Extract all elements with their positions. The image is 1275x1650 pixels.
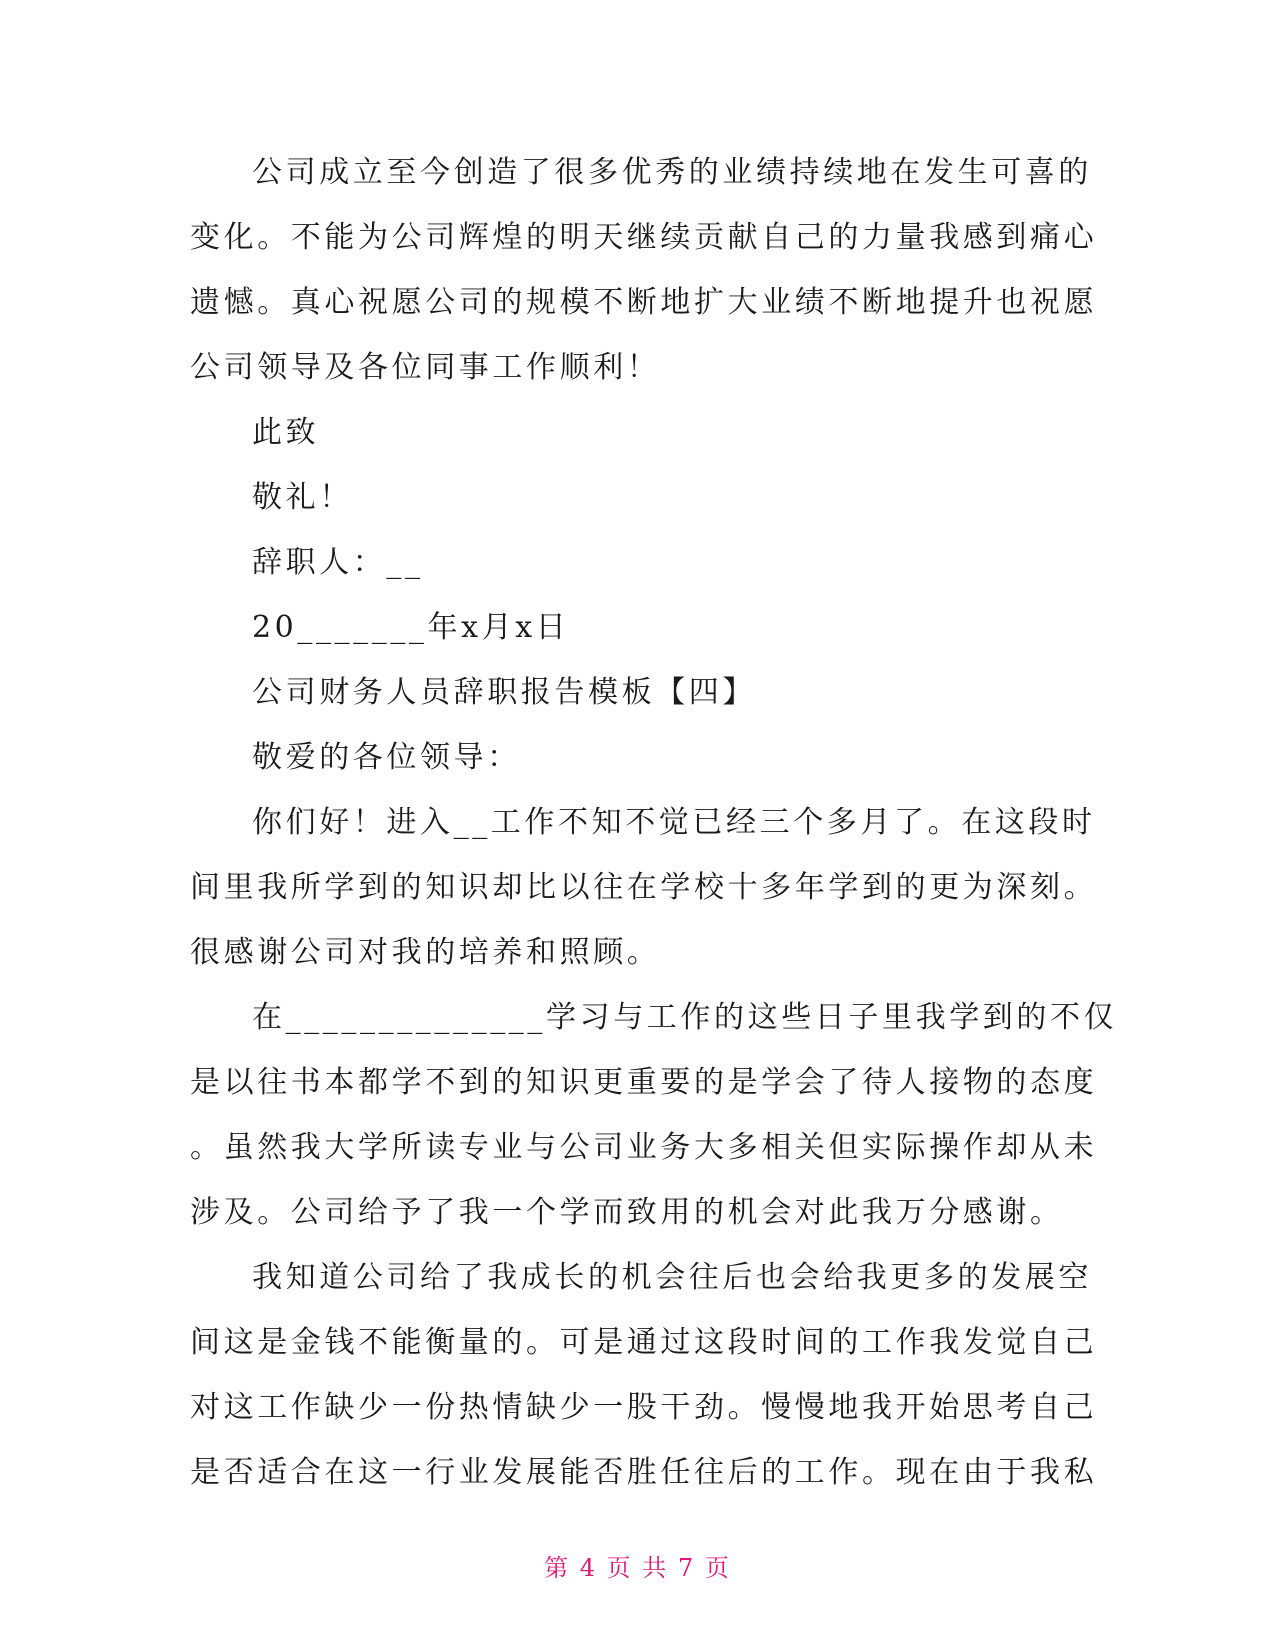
paragraph-line: 你们好！进入__工作不知不觉已经三个多月了。在这段时 [252, 805, 1096, 840]
paragraph-line: 对这工作缺少一份热情缺少一股干劲。慢慢地我开始思考自己 [190, 1390, 1098, 1425]
paragraph-line: 间里我所学到的知识却比以往在学校十多年学到的更为深刻。 [190, 870, 1098, 905]
paragraph-line: 很感谢公司对我的培养和照顾。 [190, 935, 661, 970]
paragraph-line: 。虽然我大学所读专业与公司业务大多相关但实际操作却从未 [190, 1130, 1098, 1165]
paragraph-line: 涉及。公司给予了我一个学而致用的机会对此我万分感谢。 [190, 1195, 1064, 1230]
closing-line: 敬礼！ [252, 480, 353, 515]
paragraph-line: 我知道公司给了我成长的机会往后也会给我更多的发展空 [252, 1260, 1092, 1295]
paragraph-line: 变化。不能为公司辉煌的明天继续贡献自己的力量我感到痛心 [190, 220, 1098, 255]
paragraph-line: 是以往书本都学不到的知识更重要的是学会了待人接物的态度 [190, 1065, 1098, 1100]
page-number-footer: 第 4 页 共 7 页 [544, 1554, 731, 1582]
closing-line: 此致 [252, 415, 320, 450]
paragraph-line: 在______________学习与工作的这些日子里我学到的不仅 [252, 1000, 1118, 1035]
document-body [190, 140, 1118, 1505]
paragraph-line: 公司领导及各位同事工作顺利！ [190, 350, 661, 385]
paragraph-line: 遗憾。真心祝愿公司的规模不断地扩大业绩不断地提升也祝愿 [190, 285, 1098, 320]
date-line: 20_______年x月x日 [252, 610, 570, 645]
salutation-line: 敬爱的各位领导： [252, 740, 521, 775]
paragraph-line: 公司成立至今创造了很多优秀的业绩持续地在发生可喜的 [252, 155, 1092, 190]
section-heading: 公司财务人员辞职报告模板【四】 [252, 675, 756, 710]
signature-line: 辞职人：__ [252, 545, 424, 580]
paragraph-line: 是否适合在这一行业发展能否胜任往后的工作。现在由于我私 [190, 1455, 1098, 1490]
paragraph-line: 间这是金钱不能衡量的。可是通过这段时间的工作我发觉自己 [190, 1325, 1098, 1360]
